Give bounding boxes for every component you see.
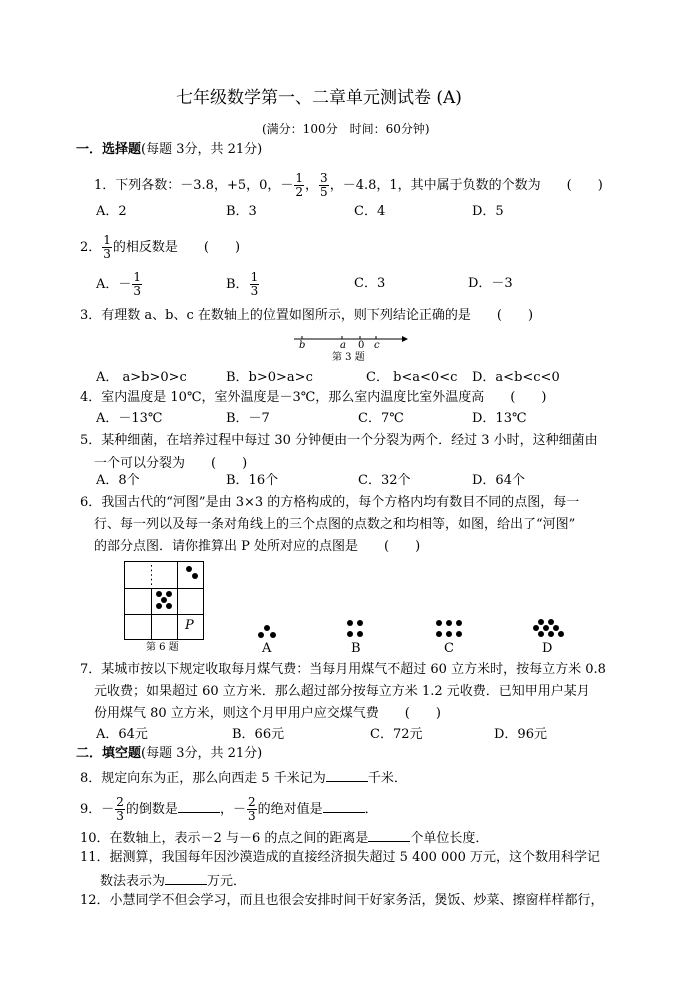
- question-5-line-1: 5．某种细菌，在培养过程中每过 30 分钟便由一个分裂为两个．经过 3 小时，这种细菌由: [80, 433, 598, 448]
- opt-c-dot: [456, 620, 462, 626]
- opt-c-dot: [456, 631, 462, 637]
- grid-dot: [166, 603, 172, 609]
- question-10: 10．在数轴上，表示－2 与－6 的点之间的距离是 个单位长度．: [80, 831, 489, 846]
- q2-option-d: D．－3: [468, 276, 513, 291]
- opt-b-dot: [357, 631, 363, 637]
- q1-option-b: B．3: [226, 204, 257, 219]
- opt-b-dot: [347, 620, 353, 626]
- opt-a-dot: [258, 632, 264, 638]
- grid-p-label: P: [185, 618, 194, 633]
- opt-c-dot: [446, 620, 452, 626]
- page-title: 七年级数学第一、二章单元测试卷 (A): [176, 88, 462, 108]
- q3-label-a: a: [340, 340, 346, 351]
- q1-fraction-1: $\frac{1}{2}$: [295, 171, 304, 199]
- q9-fraction-2: $\frac{2}{3}$: [247, 795, 256, 823]
- opt-d-dot: [533, 625, 539, 631]
- q2-fraction: $\frac{1}{3}$: [103, 233, 111, 261]
- question-11-line-2: 数法表示为 万元．: [100, 874, 247, 889]
- q3-caption: 第 3 题: [332, 352, 365, 363]
- q3-label-zero: 0: [358, 340, 365, 351]
- question-7-line-2: 元收费；如果超过 60 立方米．那么超过部分按每立方米 1.2 元收费．已知甲用户某月: [94, 684, 590, 699]
- q1-option-c: C．4: [354, 204, 386, 219]
- q3-label-b: b: [299, 340, 306, 351]
- opt-a-dot: [270, 632, 276, 638]
- q5-option-b: B．16个: [226, 473, 279, 488]
- grid-dot: [166, 591, 172, 597]
- question-5-line-2: 一个可以分裂为 ( ): [94, 456, 248, 471]
- q4-option-c: C．7℃: [358, 411, 404, 426]
- q7-option-b: B．66元: [232, 727, 285, 742]
- opt-d-dot: [538, 619, 544, 625]
- q9-answer-blank-2[interactable]: [323, 800, 365, 813]
- q6-option-b: B: [351, 641, 361, 656]
- opt-d-dot: [538, 631, 544, 637]
- question-6-line-1: 6．我国古代的“河图”是由 3×3 的方格构成的，每个方格内均有数目不同的点图，每一: [80, 495, 580, 510]
- section-1-note: (每题 3分，共 21分): [141, 142, 263, 157]
- q3-number-line: [290, 334, 410, 350]
- q1-stem-part2: ，－4.8，1，其中属于负数的个数为 ( ): [329, 178, 603, 193]
- opt-b-dot: [347, 631, 353, 637]
- q5-option-d: D．64个: [472, 473, 525, 488]
- opt-c-dot: [446, 631, 452, 637]
- q4-option-a: A．－13℃: [96, 411, 163, 426]
- question-3-stem: 3．有理数 a、b、c 在数轴上的位置如图所示，则下列结论正确的是 ( ): [80, 308, 534, 323]
- q3-option-a: A． a>b>0>c: [96, 370, 187, 385]
- opt-c-dot: [436, 631, 442, 637]
- q3-option-c: C． b<a<0<c: [366, 370, 458, 385]
- question-8: 8．规定向东为正，那么向西走 5 千米记为 千米．: [80, 771, 407, 786]
- grid-dot: [156, 603, 162, 609]
- question-7-line-1: 7．某城市按以下规定收取每月煤气费：当每月用煤气不超过 60 立方米时，按每立方米 0.8: [80, 662, 606, 677]
- q1-option-a: A．2: [96, 204, 127, 219]
- q8-answer-blank[interactable]: [326, 769, 368, 782]
- q11-answer-blank[interactable]: [165, 872, 207, 885]
- q7-option-d: D．96元: [494, 727, 547, 742]
- grid-dot: [161, 597, 167, 603]
- q4-option-b: B．－7: [226, 411, 270, 426]
- section-2-heading: 二．填空题: [76, 746, 142, 761]
- q9-fraction-1: $\frac{2}{3}$: [116, 795, 124, 823]
- q10-answer-blank[interactable]: [368, 829, 410, 842]
- question-9: 9．－ $\frac{2}{3}$ 的倒数是 ，－ $\frac{2}{3}$ 的绝对值是 ．: [80, 795, 378, 823]
- q6-option-c: C: [444, 641, 454, 656]
- q5-option-c: C．32个: [358, 473, 411, 488]
- question-7-line-3: 份用煤气 80 立方米，则这个月甲用户应交煤气费 ( ): [94, 706, 441, 721]
- q2-option-b: B． $\frac{1}{3}$: [226, 270, 259, 298]
- q3-option-b: B．b>0>a>c: [226, 370, 313, 385]
- q4-option-d: D．13℃: [472, 411, 527, 426]
- q6-caption: 第 6 题: [146, 642, 179, 653]
- question-2-stem: 2． $\frac{1}{3}$ 的相反数是 ( ): [80, 233, 241, 261]
- grid-dot: [192, 573, 198, 579]
- q2-option-a: A．－ $\frac{1}{3}$: [96, 270, 142, 298]
- grid-dot: [156, 591, 162, 597]
- q2-option-c: C．3: [354, 276, 386, 291]
- opt-d-dot: [543, 625, 549, 631]
- q1-option-d: D．5: [472, 204, 504, 219]
- opt-a-dot: [264, 625, 270, 631]
- q3-option-d: D．a<b<c<0: [472, 370, 560, 385]
- q7-option-c: C．72元: [370, 727, 423, 742]
- q1-fraction-2: $\frac{3}{5}$: [320, 171, 328, 199]
- question-11-line-1: 11．据测算，我国每年因沙漠造成的直接经济损失超过 5 400 000 万元，这个数用科学记: [80, 850, 600, 865]
- q9-answer-blank-1[interactable]: [178, 800, 220, 813]
- page-subtitle: (满分：100分 时间：60分钟): [262, 122, 430, 136]
- q6-option-d: D: [542, 641, 553, 656]
- q1-stem-part1: 1．下列各数：－3.8，+5，0，－: [94, 178, 294, 193]
- question-1-stem: 1．下列各数：－3.8，+5，0，－ $\frac{1}{2}$ ， $\frac{3}{5}$ ，－4.8，1，其中属于负数的个数为 ( ): [94, 171, 603, 199]
- question-6-line-2: 行、每一列以及每一条对角线上的三个点图的点数之和均相等，如图，给出了“河图”: [94, 517, 576, 532]
- opt-d-dot: [553, 625, 559, 631]
- question-12-line-1: 12．小慧同学不但会学习，而且也很会安排时间干好家务活，煲饭、炒菜、擦窗样样都行，: [80, 893, 604, 908]
- q5-option-a: A．8个: [96, 473, 140, 488]
- opt-b-dot: [357, 620, 363, 626]
- section-1-header: [76, 142, 262, 158]
- question-4-stem: 4．室内温度是 10℃，室外温度是－3℃，那么室内温度比室外温度高 ( ): [80, 390, 547, 405]
- grid-dot: [186, 566, 192, 572]
- q3-label-c: c: [374, 340, 380, 351]
- opt-d-dot: [548, 619, 554, 625]
- opt-c-dot: [436, 620, 442, 626]
- question-6-line-3: 的部分点图．请你推算出 P 处所对应的点图是 ( ): [94, 539, 421, 554]
- section-2-note: (每题 3分，共 21分): [141, 746, 263, 761]
- section-1-heading: 一．选择题: [76, 142, 142, 157]
- section-2-header: [76, 746, 262, 762]
- q7-option-a: A．64元: [96, 727, 148, 742]
- opt-d-dot: [548, 631, 554, 637]
- opt-d-dot: [558, 631, 564, 637]
- q6-option-a: A: [262, 641, 272, 656]
